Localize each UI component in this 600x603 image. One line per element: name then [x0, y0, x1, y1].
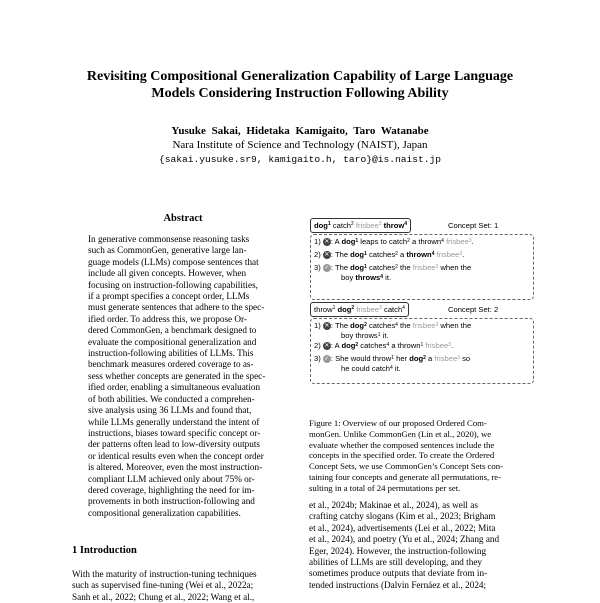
concept-dog: dog$^1$ [314, 221, 331, 230]
cross-icon: ✕ [324, 323, 330, 329]
abstract-line: sive analysis using 36 LLMs and found that, [88, 405, 252, 416]
paper-title [0, 68, 600, 102]
right-column-line: et al., 2024), and poetry (Yu et al., 2024; Zhang and [309, 534, 500, 545]
concept-set-2-box [310, 302, 409, 317]
right-column-body [309, 500, 534, 591]
token: throws$^1$ [355, 331, 381, 340]
right-column-line: tended instructions (Dalvin Fernáez et al., 2024; [309, 579, 487, 590]
intro-body [72, 569, 297, 603]
abstract-line: instruction-following abilities of LLMs. This [88, 348, 254, 359]
cross-icon: ✕ [324, 239, 330, 245]
output-row [314, 263, 474, 273]
token: . [450, 341, 454, 350]
output-row [314, 321, 471, 331]
token: it. [392, 364, 401, 373]
abstract-line: is altered. Moreover, even the most instruction- [88, 462, 263, 473]
output-row [314, 341, 471, 351]
token: throws$^4$ [355, 273, 384, 282]
token: boy [341, 331, 356, 340]
token: catches$^2$ [368, 250, 398, 259]
abstract-heading: Abstract [163, 213, 203, 224]
token: 1 [420, 342, 424, 348]
abstract-line: if a prompt specifies a concept order, LLMs [88, 291, 250, 302]
token: catches$^2$ [368, 263, 398, 272]
concept-throw: throw$^1$ [314, 305, 336, 314]
figure-caption [309, 418, 534, 494]
concept-frisbee: frisbee$^3$ [355, 221, 382, 230]
token: : A [330, 341, 342, 350]
token: a [397, 250, 407, 259]
token: a [425, 354, 435, 363]
caption-line: monGen. Unlike CommonGen (Lin et al., 2020), we [309, 428, 492, 439]
token: leaps to [358, 237, 389, 246]
intro-line: such as supervised fine-tuning (Wei et al., 2022a; [72, 580, 254, 591]
row-number: 2) [314, 341, 323, 350]
row-number: 1) [314, 321, 323, 330]
token: catches$^4$ [368, 321, 398, 330]
row-number: 1) [314, 237, 323, 246]
abstract-line: of both abilities. We conducted a comprehen- [88, 393, 255, 404]
abstract-line: der patterns often lead to low-diversity outputs [88, 439, 260, 450]
caption-line: sulting in a total of 24 permutations per set. [309, 482, 461, 493]
output-row [314, 237, 474, 247]
token: dog$^2$ [341, 341, 359, 350]
title-line-1: Revisiting Compositional Generalization Capability of Large Language [86, 69, 514, 84]
concept-dog: dog$^2$ [337, 305, 355, 314]
token: it. [383, 273, 392, 282]
token: boy [341, 273, 356, 282]
caption-line: Figure 1: Overview of our proposed Ordered Com- [309, 418, 487, 428]
row-number: 2) [314, 250, 323, 259]
right-column-line: sometimes produce outputs that deviate from in- [309, 568, 488, 579]
abstract-line: evaluate the compositional generalization and [88, 336, 257, 347]
abstract-line: sess whether concepts are generated in the spec- [88, 370, 266, 381]
abstract-line: focusing on instruction-following capabilities, [88, 279, 258, 290]
caption-line: taining four concepts and generate all permutations, re- [309, 471, 502, 482]
abstract-line: ified order. To address this, we propose Or- [88, 313, 247, 324]
abstract-body [88, 234, 278, 519]
title-line-2: Models Considering Instruction Following Ability [151, 86, 449, 101]
right-column-line: Eger, 2024). However, the instruction-following [309, 545, 487, 556]
token: frisbee$^3$ [412, 263, 439, 272]
right-column-line: et al., 2024b; Makinae et al., 2024), as well as [309, 500, 478, 510]
token: dog$^1$ [341, 237, 359, 246]
right-column-line: abilities of LLMs are still developing, and they [309, 557, 482, 568]
abstract-line: while LLMs generally understand the intent of [88, 416, 260, 427]
output-row [314, 250, 474, 260]
token: dog$^1$ [350, 250, 367, 259]
abstract-line: such as CommonGen, generative large lan- [88, 245, 247, 256]
output-row [314, 354, 471, 364]
token: dog$^2$ [409, 354, 426, 363]
token: when the [438, 263, 472, 272]
token: catches$^4$ [360, 341, 390, 350]
abstract-line: compositional generalization capabilities. [88, 507, 241, 518]
token: frisbee$^3$ [434, 354, 460, 363]
output-row-continued [314, 331, 471, 341]
figure-1 [310, 218, 540, 408]
caption-line: Concept Sets, we use CommonGen’s Concept Sets con- [309, 461, 503, 472]
token: frisbee$^3$ [425, 341, 451, 350]
token: frisbee$^3$ [412, 321, 439, 330]
token: thrown$^4$ [406, 250, 435, 259]
token: the [397, 263, 413, 272]
abstract-line: or identical results even when the concept order [88, 450, 264, 461]
check-icon: ✓ [324, 356, 330, 362]
token: the [397, 321, 413, 330]
abstract-line: benchmark measures ordered coverage to as- [88, 359, 254, 370]
token: . [471, 237, 474, 246]
token: catch$^2$ [388, 237, 410, 246]
token: a thrown [409, 237, 442, 246]
token: dog$^1$ [350, 263, 367, 272]
row-number: 3) [314, 263, 323, 272]
token: when the [438, 321, 472, 330]
abstract-line: guage models (LLMs) compose sentences that [88, 256, 259, 267]
token: frisbee$^3$ [446, 237, 472, 246]
token: her [394, 354, 410, 363]
token: : She would [330, 354, 373, 363]
token: : A [330, 237, 342, 246]
outputs-set-2-rows [314, 321, 471, 374]
concept-catch: catch$^2$ [332, 221, 354, 230]
right-column-line: et al., 2024), advertisements (Lei et al., 2022; Mita [309, 522, 496, 533]
cross-icon: ✕ [324, 252, 330, 258]
abstract-line: ified order, enabling a simultaneous evaluation [88, 382, 261, 393]
abstract-line: must generate sentences that adhere to the spec- [88, 302, 265, 313]
abstract-line: dered coverage, highlighting the need for im- [88, 484, 255, 495]
token: dog$^2$ [350, 321, 367, 330]
concept-catch: catch$^4$ [384, 305, 405, 314]
token: : The [330, 321, 351, 330]
intro-line: Sanh et al., 2022; Chung et al., 2022; Wang et al., [72, 591, 255, 602]
token: 4 [441, 238, 444, 244]
token: so [459, 354, 471, 363]
token: it. [380, 331, 389, 340]
abstract-line: provements in both instruction-following and [88, 496, 255, 507]
concept-set-1-label: Concept Set: 1 [448, 221, 499, 230]
token: : The [330, 263, 351, 272]
token: he could [341, 364, 372, 373]
email: {sakai.yusuke.sr9, kamigaito.h, taro}@is.naist.jp [158, 154, 442, 165]
outputs-set-1-rows [314, 237, 474, 283]
caption-line: evaluate whether the composed sentences include the [309, 439, 495, 450]
output-row-continued [314, 273, 474, 283]
authors: Yusuke Sakai, Hidetaka Kamigaito, Taro Watanabe [171, 125, 429, 137]
abstract-line: include all given concepts. However, when [88, 268, 247, 279]
check-icon: ✓ [324, 265, 330, 271]
row-number: 3) [314, 354, 323, 363]
abstract-line: compliant LLM achieved only about 75% or- [88, 473, 255, 484]
abstract-line: dered CommonGen, a benchmark designed to [88, 325, 257, 336]
token: throw$^1$ [372, 354, 395, 363]
concept-throw: throw$^4$ [383, 221, 408, 230]
cross-icon: ✕ [324, 343, 330, 349]
concept-frisbee: frisbee$^3$ [356, 305, 382, 314]
concept-set-1-box [310, 218, 411, 233]
token: catch$^4$ [371, 364, 393, 373]
token: : The [330, 250, 351, 259]
token: frisbee$^3$ [436, 250, 463, 259]
abstract-line: instructions, biases toward specific concept or- [88, 427, 261, 438]
output-row-continued [314, 364, 471, 374]
token: a thrown [389, 341, 421, 350]
caption-line: concepts in the specified order. To create the Ordered [309, 450, 495, 461]
concept-set-2-label: Concept Set: 2 [448, 305, 499, 314]
intro-heading: 1 Introduction [72, 545, 137, 556]
token: . [462, 250, 465, 259]
intro-line: With the maturity of instruction-tuning techniques [72, 569, 257, 579]
right-column-line: crafting catchy slogans (Kim et al., 2023; Brigham [309, 511, 496, 522]
abstract-line: In generative commonsense reasoning tasks [88, 234, 250, 244]
affiliation: Nara Institute of Science and Technology (NAIST), Japan [172, 139, 428, 151]
